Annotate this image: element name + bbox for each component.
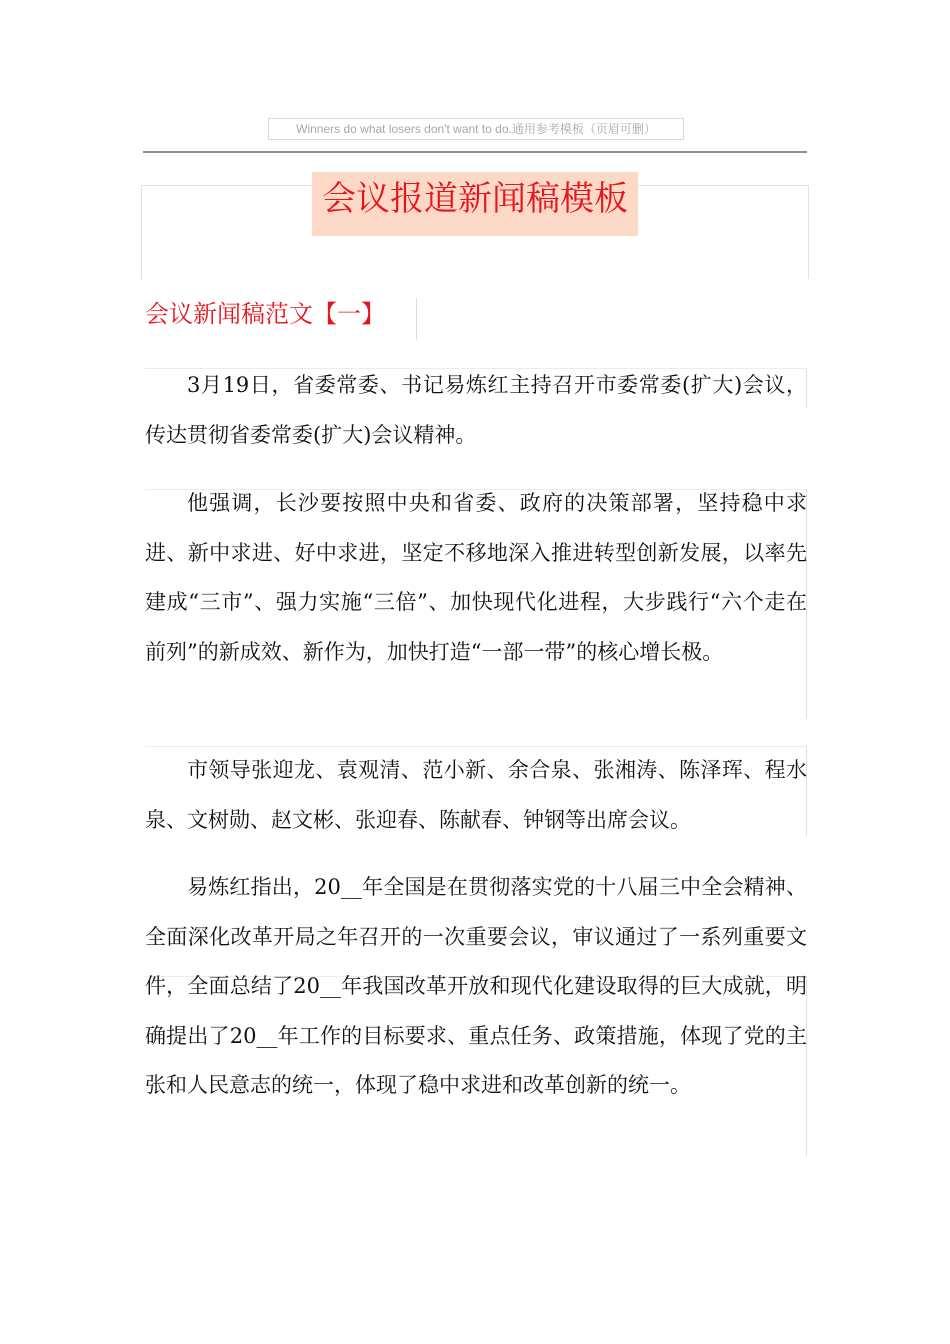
section-heading: 会议新闻稿范文【一】 bbox=[145, 300, 385, 328]
header-text: Winners do what losers don't want to do.通用参考模板（页眉可删） bbox=[268, 118, 684, 140]
paragraph-4: 易炼红指出，20__年全国是在贯彻落实党的十八届三中全会精神、全面深化改革开局之年召开的一次重要会议，审议通过了一系列重要文件，全面总结了20__年我国改革开放和现代化建设取得的巨大成就，明确提出了20__年工作的目标要求、重点任务、政策措施，体现了党的主张和人民意志的统一，体现了稳中求进和改革创新的统一。 bbox=[145, 875, 807, 1097]
header-divider bbox=[143, 151, 807, 153]
paragraph-2: 他强调，长沙要按照中央和省委、政府的决策部署，坚持稳中求进、新中求进、好中求进，坚定不移地深入推进转型创新发展，以率先建成“三市”、强力实施“三倍”、加快现代化进程，大步践行“六个走在前列”的新成效、新作为，加快打造“一部一带”的核心增长极。 bbox=[145, 491, 807, 664]
document-title: 会议报道新闻稿模板 bbox=[312, 172, 638, 236]
paragraph-1: 3月19日，省委常委、书记易炼红主持召开市委常委(扩大)会议，传达贯彻省委常委(扩大)会议精神。 bbox=[145, 373, 807, 447]
section-heading-divider bbox=[416, 298, 417, 340]
paragraph-3: 市领导张迎龙、袁观清、范小新、余合泉、张湘涛、陈泽珲、程水泉、文树勋、赵文彬、张迎春、陈献春、钟钢等出席会议。 bbox=[145, 758, 807, 832]
